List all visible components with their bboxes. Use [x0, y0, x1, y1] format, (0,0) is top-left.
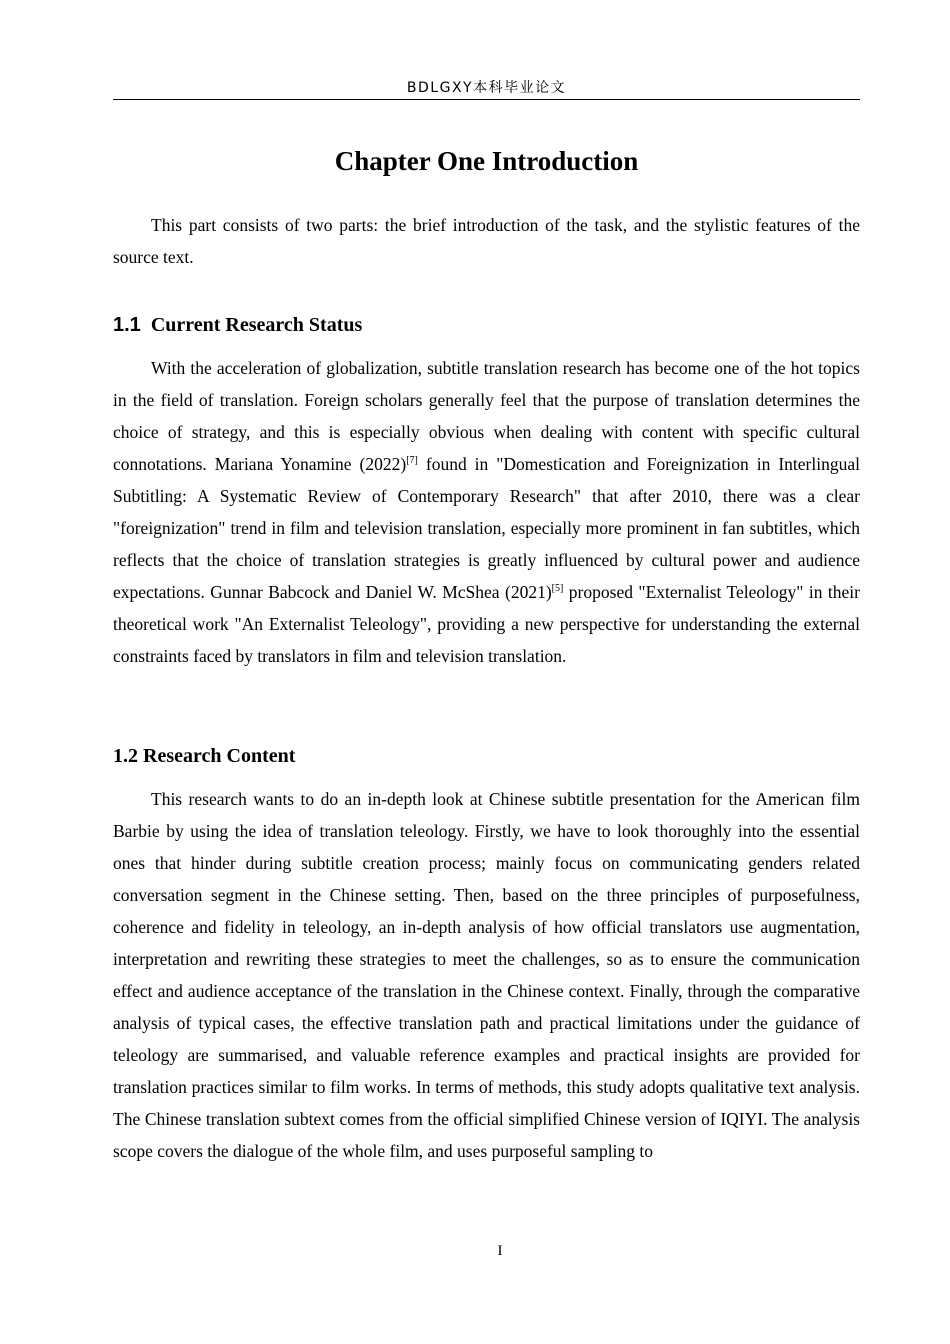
section-1-1-title: Current Research Status — [150, 314, 363, 336]
section-1-1-number: 1.1 — [113, 314, 141, 336]
section-1-2-paragraph: This research wants to do an in-depth look at Chinese subtitle presentation for the American film Barbie by using the idea of translation teleology. Firstly, we have to look thoroughly into the essential ones that hinder during subtitle creation process; mainly focus on communicating genders related conversation segment in the Chinese setting. Then, based on the three principles of purposefulness, coherence and fidelity in teleology, an in-depth analysis of how official translators use augmentation, interpretation and rewriting these strategies to meet the challenges, so as to ensure the communication effect and audience acceptance of the translation in the Chinese context. Finally, through the comparative analysis of typical cases, the effective translation path and practical limitations under the guidance of teleology are summarised, and valuable reference examples and practical insights are provided for translation practices similar to film works. In terms of methods, this study adopts qualitative text analysis. The Chinese translation subtext comes from the official simplified Chinese version of IQIYI. The analysis scope covers the dialogue of the whole film, and uses purposeful sampling to — [113, 789, 860, 1161]
citation-ref: [5] — [551, 583, 564, 594]
section-1-1-paragraph — [113, 352, 860, 672]
header-rule — [113, 99, 860, 100]
paragraph-text: proposed "Externalist Teleology" in their theoretical work "An Externalist Teleology", providing a new perspective for understanding the external constraints faced by translators in film and television translation. — [113, 582, 860, 666]
section-1-1-body — [113, 352, 860, 672]
section-1-1-heading — [113, 314, 362, 337]
intro-section — [113, 209, 860, 273]
citation-ref: [7] — [406, 455, 418, 466]
section-1-2-heading: 1.2 Research Content — [113, 745, 296, 767]
chapter-title: Chapter One Introduction — [334, 146, 639, 176]
paragraph-text: found in "Domestication and Foreignization in Interlingual Subtitling: A Systematic Review of Contemporary Research" that after 2010, there was a clear "foreignization" trend in film and television translation, especially more prominent in fan subtitles, which reflects that the choice of translation strategies is greatly influenced by cultural power and audience expectations. Gunnar Babcock and Daniel W. McShea (2021) — [113, 454, 860, 602]
running-header: BDLGXY本科毕业论文 — [406, 80, 567, 96]
intro-paragraph: This part consists of two parts: the brief introduction of the task, and the stylistic features of the source text. — [113, 215, 860, 267]
section-1-2-body — [113, 783, 860, 1167]
paragraph-text: With the acceleration of globalization, subtitle translation research has become one of the hot topics in the field of translation. Foreign scholars generally feel that the purpose of translation determines the choice of strategy, and this is especially obvious when dealing with content with specific cultural connotations. Mariana Yonamine (2022) — [113, 358, 860, 474]
page-number: I — [497, 1243, 503, 1259]
